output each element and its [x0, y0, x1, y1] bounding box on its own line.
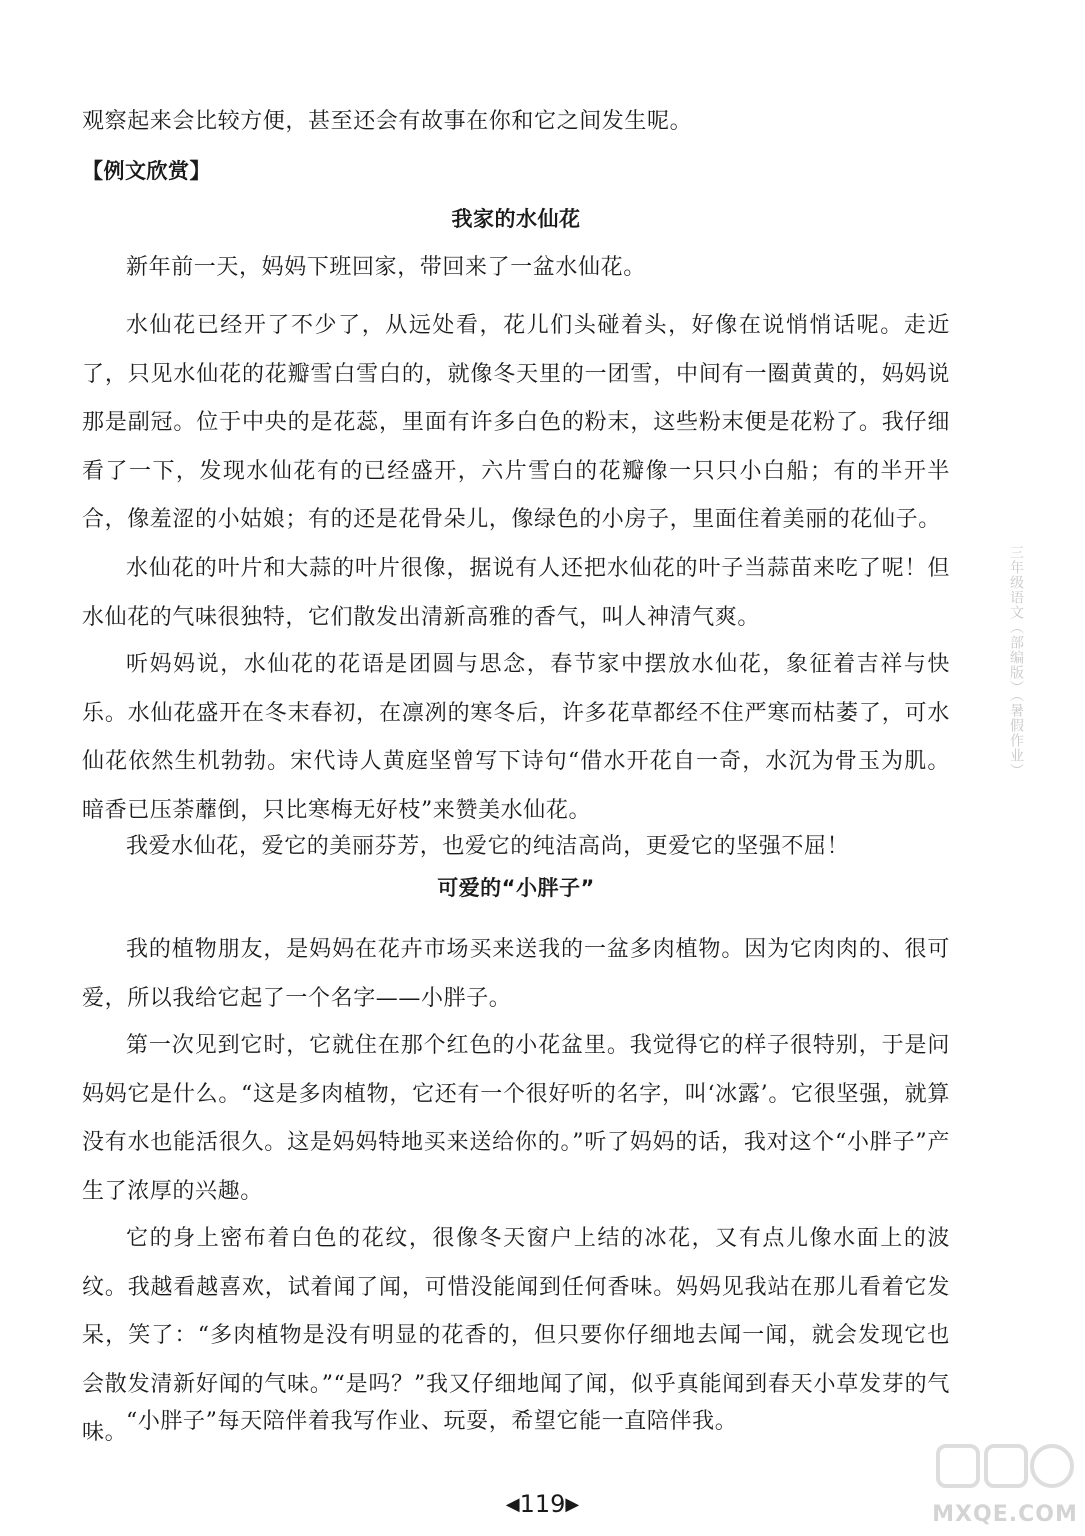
- watermark-logo-icon: [930, 1440, 1080, 1500]
- essay1-paragraph: 水仙花的叶片和大蒜的叶片很像，据说有人还把水仙花的叶子当蒜苗来吃了呢！但水仙花的气味很独特，它们散发出清新高雅的香气，叫人神清气爽。: [82, 556, 950, 630]
- essay2-paragraph: 我的植物朋友，是妈妈在花卉市场买来送我的一盆多肉植物。因为它肉肉的、很可爱，所以我给它起了一个名字——小胖子。: [82, 937, 950, 1011]
- essay2-paragraph: “小胖子”每天陪伴着我写作业、玩耍，希望它能一直陪伴我。: [126, 1409, 738, 1434]
- intro-line: 观察起来会比较方便，甚至还会有故事在你和它之间发生呢。: [82, 109, 693, 134]
- essay1-paragraph: 水仙花已经开了不少了，从远处看，花儿们头碰着头，好像在说悄悄话呢。走近了，只见水仙花的花瓣雪白雪白的，就像冬天里的一团雪，中间有一圈黄黄的，妈妈说那是副冠。位于中央的是花蕊，里面有许多白色的粉末，这些粉末便是花粉了。我仔细看了一下，发现水仙花有的已经盛开，六片雪白的花瓣像一只只小白船；有的半开半合，像羞涩的小姑娘；有的还是花骨朵儿，像绿色的小房子，里面住着美丽的花仙子。: [82, 313, 950, 532]
- essay2-title: 可爱的“小胖子”: [437, 876, 595, 900]
- page-number: [0, 1489, 1085, 1520]
- essay2-paragraph: 第一次见到它时，它就住在那个红色的小花盆里。我觉得它的样子很特别，于是问妈妈它是什么。“这是多肉植物，它还有一个很好听的名字，叫‘冰露’。它很坚强，就算没有水也能活很久。这是妈妈特地买来送给你的。”听了妈妈的话，我对这个“小胖子”产生了浓厚的兴趣。: [82, 1033, 950, 1204]
- section-label: 【例文欣赏】: [82, 159, 211, 183]
- essay1-paragraph: 听妈妈说，水仙花的花语是团圆与思念，春节家中摆放水仙花，象征着吉祥与快乐。水仙花盛开在冬末春初，在凛冽的寒冬后，许多花草都经不住严寒而枯萎了，可水仙花依然生机勃勃。宋代诗人黄庭坚曾写下诗句“借水开花自一奇，水沉为骨玉为肌。暗香已压荼蘼倒，只比寒梅无好枝”来赞美水仙花。: [82, 652, 950, 823]
- side-note: 三年级语文（部编版）（暑假作业）: [1008, 545, 1024, 778]
- left-arrow-icon: ◀: [505, 1494, 520, 1515]
- essay2-paragraph: 它的身上密布着白色的花纹，很像冬天窗户上结的冰花，又有点儿像水面上的波纹。我越看越喜欢，试着闻了闻，可惜没能闻到任何香味。妈妈见我站在那儿看着它发呆，笑了：“多肉植物是没有明显的花香的，但只要你仔细地去闻一闻，就会发现它也会散发清新好闻的气味。”“是吗？”我又仔细地闻了闻，似乎真能闻到春天小草发芽的气味。: [82, 1226, 950, 1445]
- essay1-paragraph: 我爱水仙花，爱它的美丽芬芳，也爱它的纯洁高尚，更爱它的坚强不屈！: [126, 834, 850, 859]
- watermark: [930, 1440, 1080, 1532]
- page-number-text: 119: [519, 1490, 566, 1518]
- essay1-title: 我家的水仙花: [451, 207, 581, 231]
- essay1-paragraph: 新年前一天，妈妈下班回家，带回来了一盆水仙花。: [126, 255, 646, 280]
- watermark-text: MXQE.COM: [932, 1502, 1078, 1527]
- right-arrow-icon: ▶: [565, 1494, 580, 1515]
